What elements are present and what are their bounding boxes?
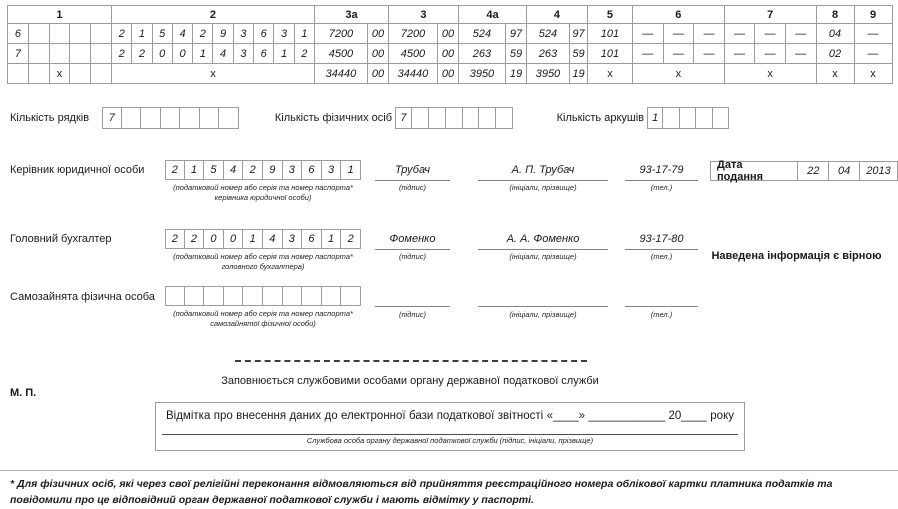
cell [161,107,181,129]
cell: 7 [8,44,29,64]
cell: 5 [204,160,224,180]
footnote-text: * Для фізичних осіб, які через свої релігійні переконання відмовляються від прийняття реєстраційного номера облікової картки платника податків та повідомили про це відповідний орган державної податкової служби і мають відмітку у паспорті. [10,478,833,506]
cell: 1 [322,229,342,249]
col-header: 7 [724,6,816,24]
col-header: 3а [314,6,388,24]
accountant-name: А. А. Фоменко [506,233,580,245]
col-header: 5 [587,6,632,24]
name-line [478,249,608,250]
cell: 5 [152,24,172,44]
self-employed-label: Самозайнята фізична особа [10,291,155,303]
cell: 00 [367,44,388,64]
cell: 4 [263,229,283,249]
cell: 524 [526,24,569,44]
cell: — [694,24,725,44]
cell: 0 [172,44,192,64]
cell: 6 [8,24,29,44]
cell: 00 [437,44,458,64]
official-section-note: Заповнюється службовими особами органу державної податкової служби [221,375,599,387]
stamp-place-label: М. П. [10,387,37,399]
director-phone: 93-17-79 [639,164,684,176]
name-caption: (ініціали, прізвище) [509,310,577,319]
submission-date-label: Дата подання [717,159,764,183]
cell: 3 [233,24,253,44]
cell: 2 [111,24,131,44]
director-id-caption [163,183,363,202]
self-employed-id-box [165,286,361,306]
col-header: 4 [526,6,587,24]
rows-count-label: Кількість рядків [10,112,90,124]
cell: 19 [505,64,526,84]
cell [322,286,342,306]
submission-day: 22 [797,162,828,180]
signature-caption: (підпис) [399,310,426,319]
cell: 101 [587,44,632,64]
cell: 19 [569,64,587,84]
persons-count-label: Кількість фізичних осіб [274,112,392,124]
cell: — [694,44,725,64]
cell: х [816,64,854,84]
cell: 1 [341,160,361,180]
signature-caption: (підпис) [399,252,426,261]
cell: — [755,44,786,64]
cell: 1 [243,229,263,249]
name-caption: (ініціали, прізвище) [509,252,577,261]
cell [91,24,112,44]
cell [243,286,263,306]
col-header: 3 [388,6,458,24]
cell: 00 [367,64,388,84]
cell: 34440 [388,64,437,84]
cell: 6 [302,160,322,180]
cell: 1 [647,107,663,129]
cell: — [854,44,892,64]
cell: — [663,24,694,44]
cell: 2 [111,44,131,64]
cell [696,107,712,129]
table-totals-row [8,64,893,84]
cell [663,107,679,129]
cell [91,64,112,84]
phone-line [625,249,698,250]
cell: — [632,44,663,64]
cell: 1 [185,160,205,180]
electronic-entry-mark-text: Відмітка про внесення даних до електронної бази податкової звітності «____» ____________ 20____ року [166,410,734,422]
caption-line: (податковий номер або серія та номер паспорта* [173,309,353,318]
cell: 6 [254,44,274,64]
cell: 1 [294,24,314,44]
submission-date-box [710,161,898,181]
director-signature: Трубач [394,164,431,176]
cell [180,107,200,129]
table-header-row [8,6,893,24]
name-line [478,306,608,307]
cell: 02 [816,44,854,64]
cell: 4 [172,24,192,44]
caption-line: керівника юридичної особи) [214,192,312,202]
cell: х [111,64,314,84]
cell: — [724,44,755,64]
cell: 4 [213,44,233,64]
accountant-phone: 93-17-80 [639,233,684,245]
cell [446,107,463,129]
cell [496,107,513,129]
director-label: Керівник юридичної особи [10,164,145,176]
cell: 3 [233,44,253,64]
cell: 7200 [388,24,437,44]
accountant-id-box [165,229,361,249]
cell: — [785,44,816,64]
cell: 9 [213,24,233,44]
cell: х [724,64,816,84]
dashed-divider [235,360,587,362]
report-table [7,5,893,84]
cell: 7200 [314,24,367,44]
cell [70,64,91,84]
cell [8,64,29,84]
cell: — [755,24,786,44]
cell: 7 [395,107,412,129]
official-signature-caption: Службова особа органу державної податкової служби (підпис, ініціали, прізвище) [306,436,594,445]
cell: — [632,24,663,44]
persons-count-box [395,107,513,129]
signature-line [375,180,450,181]
col-header: 2 [111,6,314,24]
cell: х [854,64,892,84]
sheets-count-box [647,107,729,129]
cell: 6 [302,229,322,249]
submission-month: 04 [828,162,859,180]
cell [28,44,49,64]
cell: 7 [102,107,122,129]
signature-line [375,249,450,250]
col-header: 1 [8,6,112,24]
table-row [8,44,893,64]
cell: 1 [132,24,152,44]
cell: х [49,64,70,84]
col-header: 9 [854,6,892,24]
cell: 3 [283,160,303,180]
cell [713,107,729,129]
cell [91,44,112,64]
cell: 3 [283,229,303,249]
cell: 4500 [388,44,437,64]
cell: 4 [224,160,244,180]
cell [49,44,70,64]
phone-line [625,180,698,181]
cell: 1 [274,44,294,64]
cell [479,107,496,129]
electronic-entry-mark-box [155,402,745,451]
sheets-count-label: Кількість аркушів [556,112,644,124]
cell [28,64,49,84]
cell [165,286,185,306]
cell: 2 [165,229,185,249]
col-header: 4а [458,6,526,24]
cell: 524 [458,24,505,44]
caption-line: (податковий номер або серія та номер паспорта* [173,183,353,192]
cell: 2 [341,229,361,249]
signature-line [375,306,450,307]
cell: — [785,24,816,44]
cell [28,24,49,44]
phone-caption: (тел.) [650,310,673,319]
cell [219,107,239,129]
phone-caption: (тел.) [650,183,673,192]
cell [49,24,70,44]
cell: 1 [193,44,213,64]
cell [204,286,224,306]
name-caption: (ініціали, прізвище) [509,183,577,192]
cell: 263 [458,44,505,64]
cell [263,286,283,306]
cell: 2 [193,24,213,44]
cell [200,107,220,129]
cell [141,107,161,129]
cell: х [587,64,632,84]
cell: 04 [816,24,854,44]
cell [224,286,244,306]
cell [70,44,91,64]
submission-year: 2013 [859,162,897,180]
official-signature-line [162,434,738,435]
cell: 9 [263,160,283,180]
self-employed-id-caption [163,309,363,328]
cell: 3950 [526,64,569,84]
phone-line [625,306,698,307]
cell: 0 [224,229,244,249]
caption-line: самозайнятої фізичної особи) [210,318,316,328]
cell: 263 [526,44,569,64]
rows-count-box [102,107,239,129]
accountant-signature: Фоменко [389,233,436,245]
confirmation-statement: Наведена інформація є вірною [711,250,882,262]
cell: 00 [437,64,458,84]
cell: 101 [587,24,632,44]
cell: 2 [165,160,185,180]
cell: — [724,24,755,44]
cell: 97 [569,24,587,44]
caption-line: (податковий номер або серія та номер паспорта* [173,252,353,261]
cell: 3950 [458,64,505,84]
cell: х [632,64,724,84]
cell: 2 [294,44,314,64]
phone-caption: (тел.) [650,252,673,261]
cell: 6 [254,24,274,44]
cell [122,107,142,129]
caption-line: головного бухгалтера) [221,261,305,271]
col-header: 6 [632,6,724,24]
cell [680,107,696,129]
cell [283,286,303,306]
cell [341,286,361,306]
cell [429,107,446,129]
cell: 3 [322,160,342,180]
cell: 2 [185,229,205,249]
cell: 2 [132,44,152,64]
cell [302,286,322,306]
col-header: 8 [816,6,854,24]
cell: 59 [569,44,587,64]
cell: 00 [367,24,388,44]
cell [70,24,91,44]
cell [412,107,429,129]
name-line [478,180,608,181]
cell: 2 [243,160,263,180]
cell: 00 [437,24,458,44]
cell: — [854,24,892,44]
accountant-id-caption [163,252,363,271]
table-row [8,24,893,44]
cell [185,286,205,306]
cell [463,107,480,129]
accountant-label: Головний бухгалтер [10,233,112,245]
cell: 34440 [314,64,367,84]
cell: 0 [152,44,172,64]
cell: 4500 [314,44,367,64]
cell: 0 [204,229,224,249]
cell: — [663,44,694,64]
footnote-divider [0,470,898,471]
director-id-box [165,160,361,180]
cell: 59 [505,44,526,64]
director-name: А. П. Трубач [511,164,575,176]
cell: 3 [274,24,294,44]
cell: 97 [505,24,526,44]
signature-caption: (підпис) [399,183,426,192]
